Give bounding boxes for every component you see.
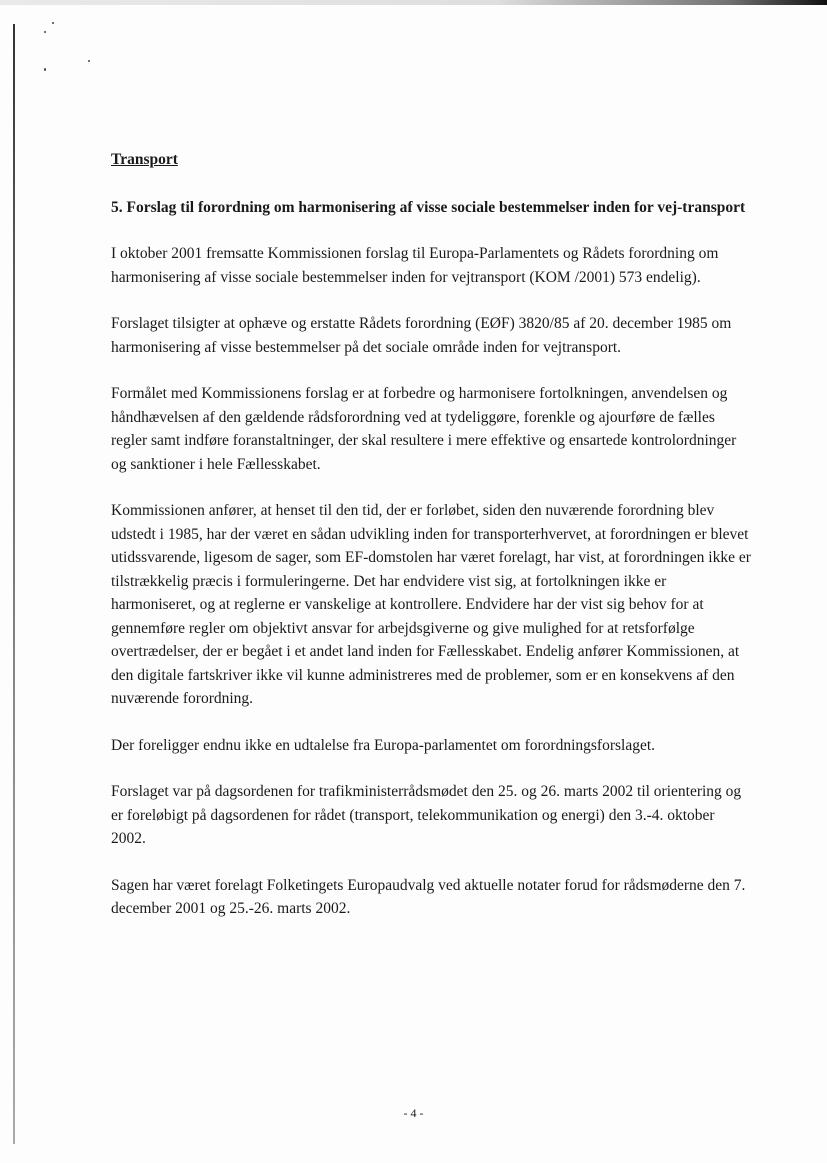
page-number: - 4 - xyxy=(403,1106,424,1120)
section-heading: Transport xyxy=(111,151,178,168)
paragraph: Forslaget tilsigter at ophæve og erstatte Rådets forordning (EØF) 3820/85 af 20. december 1985 om harmonisering af visse bestemmelser på det sociale område inden for vejtransport. xyxy=(111,315,732,356)
paragraph: I oktober 2001 fremsatte Kommissionen forslag til Europa-Parlamentets og Rådets forordning om harmonisering af visse sociale bestemmelser inden for vejtransport (KOM /2001) 573 endelig). xyxy=(111,245,719,286)
scan-speck xyxy=(44,31,46,33)
paragraph: Sagen har været forelagt Folketingets Europaudvalg ved aktuelle notater forud for rådsmøderne den 7. december 2001 og 25.-26. marts 2002. xyxy=(111,876,746,917)
item-heading: 5. Forslag til forordning om harmonisering af visse sociale bestemmelser inden for vej-transport xyxy=(111,198,746,216)
paragraph: Der foreligger endnu ikke en udtalelse fra Europa-parlamentet om forordningsforslaget. xyxy=(111,736,656,754)
paragraph: Kommissionen anfører, at henset til den tid, der er forløbet, siden den nuværende forordning blev udstedt i 1985, har der været en sådan udvikling inden for transporterhvervet, at forordningen er blevet utidssvarende, ligesom de sager, som EF-domstolen har været forelagt, har vist, at forordningen ikke er tilstrækkelig præcis i formuleringerne. Det har endvidere vist sig, at fortolkningen ikke er harmoniseret, og at reglerne er vanskelige at kontrollere. Endvidere har der vist sig behov for at gennemføre regler om objektivt ansvar for arbejdsgiverne og give mulighed for at retsforfølge overtrædelser, der er begået i et andet land inden for Fællesskabet. Endelig anfører Kommissionen, at den digitale fartskriver ikke vil kunne administreres med de problemer, som er en konsekvens af den nuværende forordning. xyxy=(111,502,751,707)
paragraph: Formålet med Kommissionens forslag er at forbedre og harmonisere fortolkningen, anvendelsen og håndhævelsen af den gældende rådsforordning ved at tydeliggøre, forenkle og ajourføre de fælles regler samt indføre foranstaltninger, der skal resultere i mere effektive og ensartede kontrolordninger og sanktioner i hele Fællesskabet. xyxy=(111,385,737,473)
scan-speck xyxy=(44,68,46,71)
scan-speck xyxy=(52,22,54,24)
document-body xyxy=(111,148,751,944)
scan-speck xyxy=(88,60,90,62)
paragraph: Forslaget var på dagsordenen for trafikministerrådsmødet den 25. og 26. marts 2002 til orientering og er foreløbigt på dagsordenen for rådet (transport, telekommunikation og energi) den 3.-4. oktober 2002. xyxy=(111,783,742,847)
scan-edge-top xyxy=(0,0,827,5)
scan-edge-left xyxy=(13,24,15,1144)
